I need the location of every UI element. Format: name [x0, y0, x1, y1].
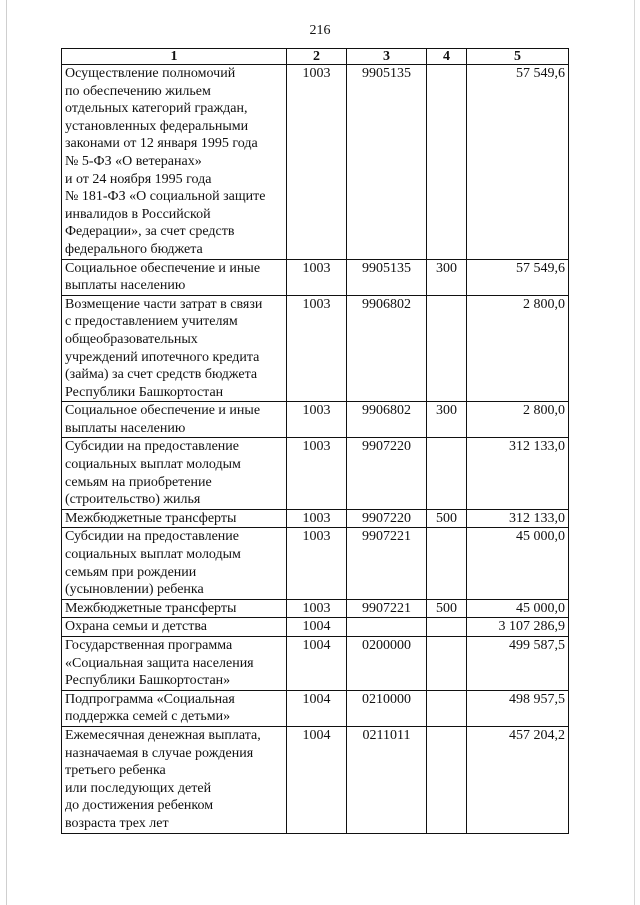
row-target	[347, 618, 427, 637]
row-expense	[427, 528, 467, 599]
table-row	[62, 618, 569, 637]
row-expense: 300	[427, 402, 467, 438]
row-name: Социальное обеспечение и иные выплаты населению	[62, 402, 287, 438]
row-name: Социальное обеспечение и иные выплаты населению	[62, 259, 287, 295]
row-section: 1003	[287, 438, 347, 509]
row-name: Государственная программа «Социальная защита населения Республики Башкортостан»	[62, 637, 287, 691]
row-expense	[427, 637, 467, 691]
table-row	[62, 637, 569, 691]
row-expense	[427, 438, 467, 509]
row-sum: 312 133,0	[467, 438, 569, 509]
row-expense: 300	[427, 259, 467, 295]
table-row	[62, 402, 569, 438]
row-target: 9905135	[347, 65, 427, 260]
row-sum: 57 549,6	[467, 65, 569, 260]
row-sum: 2 800,0	[467, 295, 569, 402]
page-number: 216	[309, 23, 331, 38]
budget-table	[61, 48, 569, 834]
row-target: 9907220	[347, 438, 427, 509]
row-target: 9906802	[347, 402, 427, 438]
row-section: 1003	[287, 528, 347, 599]
row-section: 1003	[287, 509, 347, 528]
col-header-name: 1	[62, 49, 287, 65]
row-sum: 45 000,0	[467, 528, 569, 599]
row-expense: 500	[427, 509, 467, 528]
row-sum: 57 549,6	[467, 259, 569, 295]
row-target: 0211011	[347, 726, 427, 833]
row-sum: 3 107 286,9	[467, 618, 569, 637]
row-expense	[427, 618, 467, 637]
table-row	[62, 259, 569, 295]
row-sum: 312 133,0	[467, 509, 569, 528]
col-header-section: 2	[287, 49, 347, 65]
col-header-target: 3	[347, 49, 427, 65]
row-section: 1004	[287, 618, 347, 637]
table-row	[62, 65, 569, 260]
table-row	[62, 690, 569, 726]
row-expense	[427, 690, 467, 726]
row-sum: 498 957,5	[467, 690, 569, 726]
row-target: 9905135	[347, 259, 427, 295]
row-name: Ежемесячная денежная выплата, назначаемая в случае рождения третьего ребенка или последующих детей до достижения ребенком возраста трех лет	[62, 726, 287, 833]
table-row	[62, 295, 569, 402]
row-section: 1003	[287, 65, 347, 260]
row-name: Межбюджетные трансферты	[62, 599, 287, 618]
row-expense	[427, 65, 467, 260]
table-row	[62, 599, 569, 618]
row-expense	[427, 726, 467, 833]
row-section: 1004	[287, 637, 347, 691]
row-section: 1004	[287, 690, 347, 726]
row-expense: 500	[427, 599, 467, 618]
row-section: 1003	[287, 295, 347, 402]
row-target: 0200000	[347, 637, 427, 691]
header-row	[62, 49, 569, 65]
row-target: 9907221	[347, 599, 427, 618]
row-target: 9907220	[347, 509, 427, 528]
scan-edge-left	[6, 0, 7, 905]
row-section: 1003	[287, 599, 347, 618]
row-sum: 45 000,0	[467, 599, 569, 618]
row-section: 1003	[287, 259, 347, 295]
row-sum: 499 587,5	[467, 637, 569, 691]
table-row	[62, 438, 569, 509]
row-sum: 457 204,2	[467, 726, 569, 833]
row-name: Охрана семьи и детства	[62, 618, 287, 637]
row-section: 1004	[287, 726, 347, 833]
col-header-expense: 4	[427, 49, 467, 65]
row-name: Осуществление полномочий по обеспечению жильем отдельных категорий граждан, установленных федеральными законами от 12 января 1995 года № 5-ФЗ «О ветеранах» и от 24 ноября 1995 года № 181-ФЗ «О социальной защите инвалидов в Российской Федерации», за счет средств федерального бюджета	[62, 65, 287, 260]
row-target: 9907221	[347, 528, 427, 599]
row-name: Подпрограмма «Социальная поддержка семей с детьми»	[62, 690, 287, 726]
scan-edge-right	[634, 0, 635, 905]
row-target: 0210000	[347, 690, 427, 726]
table-row	[62, 509, 569, 528]
row-expense	[427, 295, 467, 402]
table-row	[62, 726, 569, 833]
row-target: 9906802	[347, 295, 427, 402]
row-name: Субсидии на предоставление социальных выплат молодым семьям при рождении (усыновлении) ребенка	[62, 528, 287, 599]
row-section: 1003	[287, 402, 347, 438]
row-name: Субсидии на предоставление социальных выплат молодым семьям на приобретение (строительство) жилья	[62, 438, 287, 509]
col-header-sum: 5	[467, 49, 569, 65]
row-name: Возмещение части затрат в связи с предоставлением учителям общеобразовательных учреждений ипотечного кредита (займа) за счет средств бюджета Республики Башкортостан	[62, 295, 287, 402]
row-name: Межбюджетные трансферты	[62, 509, 287, 528]
row-sum: 2 800,0	[467, 402, 569, 438]
table-row	[62, 528, 569, 599]
